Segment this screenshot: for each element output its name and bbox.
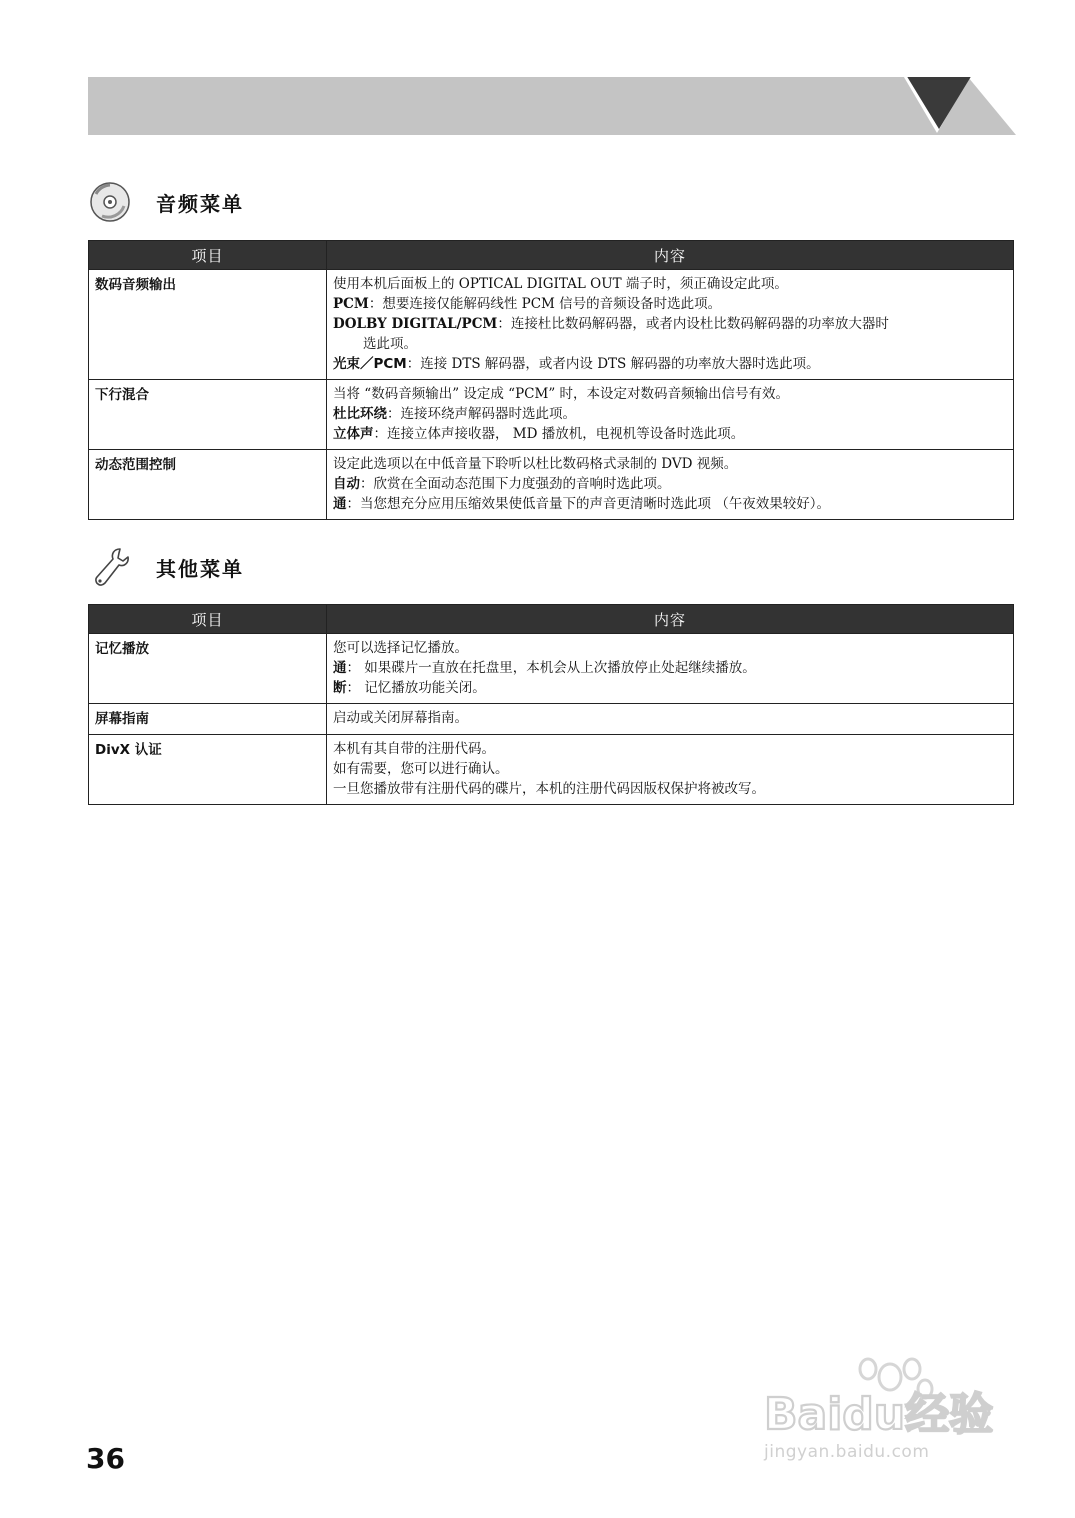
audio-menu-table (88, 240, 1014, 520)
content-line: 选此项。 (363, 336, 417, 352)
content-line: 如有需要，您可以进行确认。 (333, 761, 509, 777)
content-line: 您可以选择记忆播放。 (333, 640, 468, 656)
watermark-url: jingyan.baidu.com (764, 1442, 930, 1462)
row-item-digital-audio-output: 数码音频输出 (89, 270, 327, 380)
page-number: 36 (86, 1442, 125, 1475)
content-line: 断： 记忆播放功能关闭。 (333, 680, 486, 696)
row-item-resume-play: 记忆播放 (89, 634, 327, 704)
row-item-on-screen-guide: 屏幕指南 (89, 704, 327, 735)
content-line: 光束／PCM：连接 DTS 解码器，或者内设 DTS 解码器的功率放大器时选此项。 (333, 356, 820, 372)
audio-section-header (88, 180, 244, 224)
audio-section-title: 音频菜单 (156, 191, 244, 216)
svg-text:Baidu经验: Baidu经验 (764, 1389, 994, 1440)
column-header-content: 内容 (327, 241, 1014, 270)
content-line: 杜比环绕：连接环绕声解码器时选此项。 (333, 406, 576, 422)
disc-icon (88, 180, 132, 224)
table-row (89, 450, 1014, 520)
row-content (327, 704, 1014, 735)
row-item-dynamic-range: 动态范围控制 (89, 450, 327, 520)
column-header-item: 项目 (89, 241, 327, 270)
other-section-header (88, 545, 244, 589)
content-line: 自动：欣赏在全面动态范围下力度强劲的音响时选此项。 (333, 476, 671, 492)
row-content (327, 735, 1014, 805)
table-header-row (89, 605, 1014, 634)
table-header-row (89, 241, 1014, 270)
row-item-divx-registration: DivX 认证 (89, 735, 327, 805)
table-row (89, 270, 1014, 380)
row-content (327, 380, 1014, 450)
row-item-downmix: 下行混合 (89, 380, 327, 450)
content-line: 通：当您想充分应用压缩效果使低音量下的声音更清晰时选此项 （午夜效果较好）。 (333, 496, 831, 512)
wrench-icon (88, 545, 132, 589)
table-row (89, 634, 1014, 704)
column-header-content: 内容 (327, 605, 1014, 634)
content-line: 通： 如果碟片一直放在托盘里，本机会从上次播放停止处起继续播放。 (333, 660, 756, 676)
content-line: 当将 “数码音频输出” 设定成 “PCM” 时，本设定对数码音频输出信号有效。 (333, 386, 790, 402)
content-line: 本机有其自带的注册代码。 (333, 741, 495, 757)
table-row (89, 735, 1014, 805)
column-header-item: 项目 (89, 605, 327, 634)
other-section-title: 其他菜单 (156, 556, 244, 581)
header-band (88, 77, 1016, 135)
content-line: DOLBY DIGITAL/PCM：连接杜比数码解码器，或者内设杜比数码解码器的功率放大器时 (333, 316, 889, 332)
content-line: 立体声：连接立体声接收器， MD 播放机，电视机等设备时选此项。 (333, 426, 745, 442)
table-row (89, 704, 1014, 735)
content-line: 设定此选项以在中低音量下聆听以杜比数码格式录制的 DVD 视频。 (333, 456, 738, 472)
other-menu-table (88, 604, 1014, 805)
content-line: PCM：想要连接仅能解码线性 PCM 信号的音频设备时选此项。 (333, 296, 722, 312)
content-line: 使用本机后面板上的 OPTICAL DIGITAL OUT 端子时，须正确设定此项。 (333, 276, 788, 292)
table-row (89, 380, 1014, 450)
content-line: 一旦您播放带有注册代码的碟片，本机的注册代码因版权保护将被改写。 (333, 781, 765, 797)
row-content (327, 270, 1014, 380)
row-content (327, 634, 1014, 704)
content-line: 启动或关闭屏幕指南。 (333, 710, 468, 726)
row-content (327, 450, 1014, 520)
